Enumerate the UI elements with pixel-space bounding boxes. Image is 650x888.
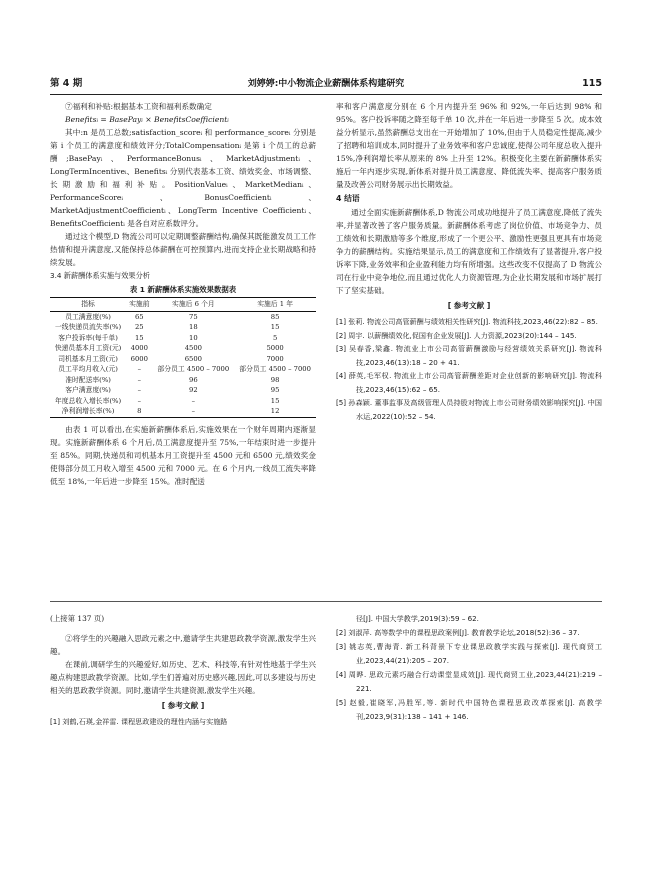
- reference-item: [2] 周宇. 以薪酬绩效化,促国有企业发展[J]. 人力资源,2023(20):144 – 145.: [336, 330, 577, 340]
- table-cell: 部分员工 4500 – 7000: [157, 365, 230, 373]
- results-continuation-paragraph: 率和客户满意度分别在 6 个月内提升至 96% 和 92%,一年后达到 98% 和 95%。客户投诉率随之降至每千单 10 次,并在一年后进一步降至 5 次。成本效益分析显示,虽然薪酬总支出在一开始增加了 10%,但由于人员稳定性提高,减少了招聘和培训成本,同时提升了业务效率和客户忠诚度,使得公司年度总收入提升 15%,净利润增长率从原来的 8% 上升至 12%。积极变化主要在新薪酬体系实施后一年内逐步实现,新体系对提升员工满意度、降低流失率、提高客户服务质量及改善公司财务展示出长期效益。: [336, 102, 602, 189]
- classroom-paragraph: 在课前,调研学生的兴趣爱好,如历史、艺术、科技等,有针对性地基于学生兴趣点构建思政教学资源。比如,学生们普遍对历史感兴趣,因此,可以多建设与历史相关的思政教学资源。同时,邀请学生共建资源,激发学生兴趣。: [50, 660, 316, 695]
- table-cell: –: [137, 386, 142, 394]
- table-cell: 92: [189, 386, 198, 394]
- table-cell: 95: [270, 386, 280, 394]
- table-row: [50, 343, 316, 354]
- table-row: [50, 354, 316, 365]
- table-cell: 10: [189, 333, 198, 342]
- table-row: [50, 333, 316, 344]
- table-row: [50, 396, 316, 407]
- results-table: [50, 297, 316, 418]
- table-cell: 司机基本月工资(元): [58, 354, 118, 363]
- table-header-cell: 实施后 6 个月: [152, 298, 234, 312]
- left-column-lower: [50, 612, 316, 729]
- references-title: [ 参考文献 ]: [161, 701, 205, 710]
- model-paragraph: 通过这个模型,D 物流公司可以定期调整薪酬结构,确保其既能激发员工工作热情和提升满意度,又能保持总体薪酬在可控预算内,进而支持企业长期战略和持续发展。: [50, 232, 316, 267]
- table-cell: 客户满意度(%): [65, 386, 111, 394]
- table-cell: 部分员工 4500 – 7000: [239, 365, 311, 373]
- article-divider: [50, 601, 602, 602]
- table-cell: –: [152, 406, 234, 417]
- reference-item: [3] 姚志英,曹海青. 新工科背景下专业课思政教学实践与探索[J]. 现代商贸工业,2023,44(21):205 – 207.: [336, 642, 602, 665]
- running-header: [50, 76, 602, 92]
- table-cell: –: [137, 375, 142, 384]
- table-cell: 15: [270, 323, 280, 331]
- table-cell: 6000: [130, 354, 148, 363]
- table-cell: 8: [126, 406, 152, 417]
- table-cell: 4000: [130, 344, 148, 352]
- table-cell: 75: [189, 312, 198, 321]
- reference-item: [4] 周晔. 思政元素巧融合行动课堂显成效[J]. 现代商贸工业,2023,44(21):219 – 221.: [336, 670, 602, 693]
- table-cell: 5: [272, 333, 278, 342]
- table-cell: 98: [270, 375, 280, 384]
- section-3-4-heading: 3.4 新薪酬体系实施与效果分析: [50, 271, 150, 280]
- item7-formula: Benefitsᵢ = BasePayᵢ × BenefitsCoefficientᵢ: [65, 115, 229, 124]
- table-row: [50, 406, 316, 417]
- references-title: [ 参考文献 ]: [447, 301, 491, 310]
- table-header-cell: 实施前: [126, 298, 152, 312]
- table-cell: 85: [270, 312, 280, 321]
- page-number: 115: [582, 78, 602, 89]
- left-column-upper: [50, 100, 316, 488]
- running-title: 刘婷婷:中小物流企业薪酬体系构建研究: [247, 79, 405, 89]
- table-cell: 5000: [266, 344, 284, 352]
- table-cell: 15: [134, 333, 144, 342]
- reference-continuation: 径[J]. 中国大学教学,2019(3):59 – 62.: [356, 614, 479, 623]
- table-cell: 客户投诉率(每千单): [58, 333, 118, 342]
- right-column-upper: [336, 100, 602, 423]
- reference-item: [3] 吴春香,梁鑫. 物流业上市公司高管薪酬激励与经营绩效关系研究[J]. 物流科技,2023,46(13):18 – 20 + 41.: [336, 344, 602, 367]
- section-4-heading: 4 结语: [336, 194, 360, 203]
- table-cell: 年度总收入增长率(%): [55, 396, 122, 405]
- reference-item: [1] 刘鹤,石瑛,金祥雷. 课程思政建设的理性内涵与实施路: [50, 717, 228, 726]
- right-column-lower: [336, 612, 602, 724]
- interest-paragraph: ②将学生的兴趣融入思政元素之中,邀请学生共建思政教学资源,激发学生兴趣。: [50, 634, 316, 656]
- reference-item: [4] 薛英,毛军权. 物流业上市公司高管薪酬差距对企业创新的影响研究[J]. 物流科技,2023,46(15):62 – 65.: [336, 371, 602, 394]
- issue-number: 第 4 期: [50, 78, 83, 89]
- table-row: [50, 385, 316, 396]
- table-cell: 4500: [184, 344, 203, 352]
- table-cell: 12: [234, 406, 316, 417]
- table-cell: 员工平均月收入(元): [58, 365, 118, 373]
- table-row: [50, 364, 316, 375]
- table-row: [50, 322, 316, 333]
- reference-item: [2] 刘淑萍. 高等数学中的课程思政案例[J]. 教育教学论坛,2018(52):36 – 37.: [336, 628, 580, 637]
- reference-item: [5] 赵毅,崔晓军,冯胜军,等. 新时代中国特色课程思政改革探索[J]. 高教学刊,2023,9(31):138 – 141 + 146.: [336, 698, 602, 721]
- after-table-paragraph: 由表 1 可以看出,在实施新薪酬体系后,实施效果在一个财年周期内逐渐显现。实施新薪酬体系 6 个月后,员工满意度提升至 75%,一年结束时进一步提升至 85%。同期,快递员和司机基本月工资提升至 4500 元和 6500 元,绩效奖金使得部分员工月收入增至 4500 元和 7000 元。在 6 个月内,一线员工流失率降低至 18%,一年后进一步降至 15%。准时配送: [50, 424, 316, 486]
- table-cell: –: [137, 396, 142, 405]
- table-cell: 7000: [266, 354, 284, 363]
- table-header-cell: 实施后 1 年: [234, 298, 316, 312]
- table-cell: 25: [134, 323, 144, 331]
- table-cell: 6500: [184, 354, 203, 363]
- table-cell: 65: [134, 312, 144, 321]
- table-cell: 快递员基本月工资(元): [54, 344, 122, 352]
- item7-title: ⑦福利和补贴:根据基本工资和福利系数确定: [65, 102, 212, 111]
- table-row: [50, 311, 316, 322]
- reference-item: [5] 孙森颖. 董事监事及高级管理人员持股对物流上市公司财务绩效影响探究[J]. 中国水运,2022(10):52 – 54.: [336, 398, 602, 421]
- table-cell: 员工满意度(%): [65, 312, 111, 321]
- conclusion-paragraph: 通过全面实施新薪酬体系,D 物流公司成功地提升了员工满意度,降低了流失率,并显著改善了客户服务质量。新薪酬体系考虑了岗位价值、市场竞争力、员工绩效和长期激励等多个维度,形成了一个更公平、激励性更强且更具有市场竞争力的薪酬结构。实施结果显示,员工的满意度和工作绩效有了显著提升,客户投诉率下降,业务效率和企业盈利能力均有所增强。这些改变不仅提高了 D 物流公司在行业中竞争地位,而且通过优化人力资源管理,为企业长期发展和市场扩展打下了坚实基础。: [336, 208, 602, 295]
- variables-paragraph: 其中:n 是员工总数;satisfaction_scoreᵢ 和 performance_scoreᵢ 分别是第 i 个员工的满意度和绩效评分;TotalCompensationᵢ 是第 i 个员工的总薪酬;BasePayᵢ、PerformanceBonusᵢ、MarketAdjustmentᵢ、LongTermIncentiveᵢ、Benefitsᵢ 分别代表基本工资、绩效奖金、市场调整、长期激励和福利补贴。PositionValueᵢ、MarketMedianᵢ、PerformanceScoreᵢ、BonusCoefficientᵢ、MarketAdjustmentCoefficientᵢ、LongTerm Incentive Coefficientᵢ、BenefitsCoefficientᵢ 是各自对应系数评分。: [50, 128, 316, 228]
- continued-from-note: (上接第 137 页): [50, 614, 105, 623]
- table-cell: 15: [270, 396, 280, 405]
- table-header-row: [50, 298, 316, 312]
- table-caption: 表 1 新薪酬体系实施效果数据表: [129, 285, 237, 294]
- table-cell: 准时配送率(%): [65, 375, 111, 384]
- table-cell: 96: [189, 375, 198, 384]
- table-cell: 18: [189, 323, 198, 331]
- header-rule: [50, 94, 602, 95]
- reference-item: [1] 张莉. 物流公司高管薪酬与绩效相关性研究[J]. 物流科技,2023,46(22):82 – 85.: [336, 317, 598, 326]
- table-cell: 一线快递员流失率(%): [55, 323, 122, 331]
- table-cell: 净利润增长率(%): [50, 406, 126, 417]
- table-header-cell: 指标: [50, 298, 126, 312]
- table-cell: –: [137, 365, 142, 373]
- table-cell: –: [191, 396, 196, 405]
- table-row: [50, 375, 316, 386]
